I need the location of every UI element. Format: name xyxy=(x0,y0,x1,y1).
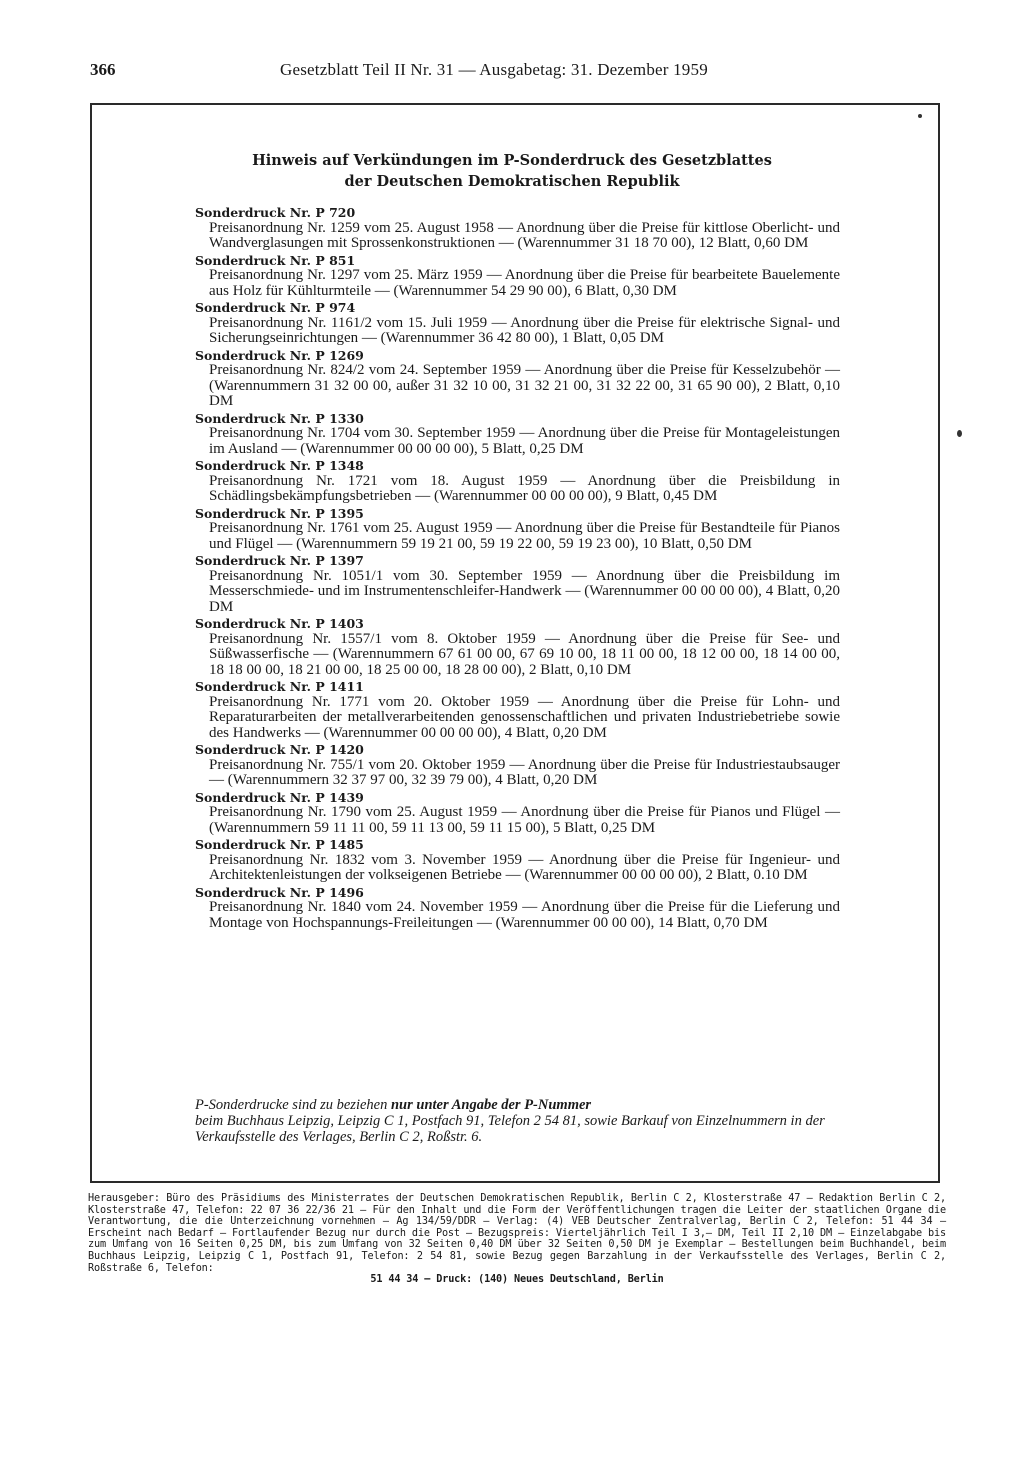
entry-heading: Sonderdruck Nr. P 1420 xyxy=(195,742,364,757)
list-item xyxy=(195,837,840,884)
list-item xyxy=(195,348,840,410)
entry-text: Preisanordnung Nr. 1721 vom 18. August 1959 — Anordnung über die Preisbildung in Schädlingsbekämpfungsbetrieben — (Warennummer 00 00 00 00), 9 Blatt, 0,45 DM xyxy=(209,472,840,504)
list-item xyxy=(195,300,840,347)
entry-text: Preisanordnung Nr. 1557/1 vom 8. Oktober 1959 — Anordnung über die Preise für See- und Süßwasserfische — (Warennummern 67 61 00 00, 67 69 10 00, 18 11 00 00, 18 12 00 00, 18 14 00 00, 18 18 00 00, 18 21 00 00, 18 25 00 00, 18 28 00 00), 2 Blatt, 0,10 DM xyxy=(209,630,840,678)
list-item xyxy=(195,885,840,932)
entry-heading: Sonderdruck Nr. P 1496 xyxy=(195,884,364,900)
entry-heading: Sonderdruck Nr. P 1330 xyxy=(195,410,364,426)
entry-text: Preisanordnung Nr. 1259 vom 25. August 1958 — Anordnung über die Preise für kittlose Oberlicht- und Wandverglasungen mit Sprossenkonstruktionen — (Warennummer 31 18 70 00), 12 Blatt, 0,60 DM xyxy=(209,219,840,251)
entry-text: Preisanordnung Nr. 1832 vom 3. November 1959 — Anordnung über die Preise für Ingenieur- und Architektenleistungen der volkseigenen Betriebe — (Warennummer 00 00 00 00), 2 Blatt, 0.10 DM xyxy=(209,851,840,883)
entry-heading: Sonderdruck Nr. P 1395 xyxy=(195,505,364,521)
entry-text: Preisanordnung Nr. 1761 vom 25. August 1959 — Anordnung über die Preise für Bestandteile für Pianos und Flügel — (Warennummern 59 19 21 00, 59 19 22 00, 59 19 23 00), 10 Blatt, 0,50 DM xyxy=(209,520,840,552)
list-item xyxy=(195,790,840,837)
entry-heading: Sonderdruck Nr. P 1403 xyxy=(195,616,364,631)
list-item xyxy=(195,553,840,615)
entry-heading: Sonderdruck Nr. P 1439 xyxy=(195,789,364,805)
entry-heading: Sonderdruck Nr. P 1485 xyxy=(195,837,364,852)
running-header xyxy=(90,60,970,84)
entry-heading: Sonderdruck Nr. P 720 xyxy=(195,205,356,220)
sonderdruck-list xyxy=(195,205,840,932)
entry-text: Preisanordnung Nr. 1051/1 vom 30. September 1959 — Anordnung über die Preisbildung im Messerschmiede- und im Instrumentenschleifer-Handwerk — (Warennummer 00 00 00 00), 4 Blatt, 0,20 DM xyxy=(209,567,840,615)
entry-text: Preisanordnung Nr. 755/1 vom 20. Oktober 1959 — Anordnung über die Preise für Industriestaubsauger — (Warennummern 32 37 97 00, 32 39 79 00), 4 Blatt, 0,20 DM xyxy=(209,756,840,788)
list-item xyxy=(195,411,840,458)
notice-title-line1: Hinweis auf Verkündungen im P-Sonderdruck des Gesetzblattes xyxy=(252,152,772,169)
entry-heading: Sonderdruck Nr. P 1411 xyxy=(195,679,364,694)
entry-heading: Sonderdruck Nr. P 1348 xyxy=(195,458,364,473)
entry-text: Preisanordnung Nr. 1840 vom 24. November 1959 — Anordnung über die Preise für die Lieferung und Montage von Hochspannungs-Freileitungen — (Warennummer 00 00 00), 14 Blatt, 0,70 DM xyxy=(209,899,840,931)
entry-heading: Sonderdruck Nr. P 1269 xyxy=(195,347,364,363)
ordering-note-emphasis: nur unter Angabe der P-Nummer xyxy=(390,1097,592,1113)
entry-heading: Sonderdruck Nr. P 1397 xyxy=(195,553,364,568)
entry-text: Preisanordnung Nr. 1161/2 vom 15. Juli 1959 — Anordnung über die Preise für elektrische Signal- und Sicherungseinrichtungen — (Warennummer 36 42 80 00), 1 Blatt, 0,05 DM xyxy=(209,314,840,346)
list-item xyxy=(195,679,840,741)
entry-heading: Sonderdruck Nr. P 974 xyxy=(195,300,356,315)
ordering-note xyxy=(195,1097,835,1145)
list-item xyxy=(195,616,840,678)
list-item xyxy=(195,506,840,553)
page-number: 366 xyxy=(90,60,116,79)
entry-heading: Sonderdruck Nr. P 851 xyxy=(195,252,356,268)
notice-title-line2: der Deutschen Demokratischen Republik xyxy=(344,173,680,190)
list-item xyxy=(195,742,840,789)
list-item xyxy=(195,205,840,252)
entry-text: Preisanordnung Nr. 1771 vom 20. Oktober 1959 — Anordnung über die Preise für Lohn- und Reparaturarbeiten der metallverarbeitenden genossenschaftlichen und privaten Industriebetriebe sowie des Handwerks — (Warennummer 00 00 00 00), 4 Blatt, 0,20 DM xyxy=(209,693,840,741)
imprint-last-line: 51 44 34 — Druck: (140) Neues Deutschland, Berlin xyxy=(370,1274,664,1286)
ordering-note-start: P-Sonderdrucke sind zu beziehen xyxy=(195,1097,391,1113)
print-speck xyxy=(918,114,922,118)
imprint-text: Herausgeber: Büro des Präsidiums des Ministerrates der Deutschen Demokratischen Republik, Berlin C 2, Klosterstraße 47 — Redaktion Berlin C 2, Klosterstraße 47, Telefon: 22 07 36 22/36 21 — Für den Inhalt und die Form der Veröffentlichungen tragen die Leiter der staatlichen Organe die Verantwortung, die die Unterzeichnung vornehmen — Ag 134/59/DDR — Verlag: (4) VEB Deutscher Zentralverlag, Berlin C 2, Telefon: 51 44 34 — Erscheint nach Bedarf — Fortlaufender Bezug nur durch die Post — Bezugspreis: Vierteljährlich Teil I 3,— DM, Teil II 2,10 DM — Einzelabgabe bis zum Umfang von 16 Seiten 0,25 DM, bis zum Umfang von 32 Seiten 0,40 DM über 32 Seiten 0,50 DM je Exemplar — Bestellungen beim Buchhandel, beim Buchhaus Leipzig, Leipzig C 1, Postfach 91, Telefon: 2 54 81, sowie Bezug gegen Barzahlung in der Verkaufsstelle des Verlages, Berlin C 2, Roßstraße 6, Telefon: xyxy=(88,1193,946,1274)
header-title: Gesetzblatt Teil II Nr. 31 — Ausgabetag: 31. Dezember 1959 xyxy=(280,60,708,79)
list-item xyxy=(195,253,840,300)
notice-title xyxy=(0,150,1024,192)
entry-text: Preisanordnung Nr. 1297 vom 25. März 1959 — Anordnung über die Preise für bearbeitete Bauelemente aus Holz für Kühlturmteile — (Warennummer 54 29 90 00), 6 Blatt, 0,30 DM xyxy=(209,267,840,299)
entry-text: Preisanordnung Nr. 1704 vom 30. September 1959 — Anordnung über die Preise für Montageleistungen im Ausland — (Warennummer 00 00 00 00), 5 Blatt, 0,25 DM xyxy=(209,425,840,457)
entry-text: Preisanordnung Nr. 824/2 vom 24. September 1959 — Anordnung über die Preise für Kesselzubehör — (Warennummern 31 32 00 00, außer 31 32 10 00, 31 32 21 00, 31 32 22 00, 31 65 90 00), 2 Blatt, 0,10 DM xyxy=(209,362,840,409)
print-speck xyxy=(957,430,962,437)
imprint xyxy=(88,1193,946,1286)
list-item xyxy=(195,458,840,505)
ordering-note-rest: beim Buchhaus Leipzig, Leipzig C 1, Postfach 91, Telefon 2 54 81, sowie Barkauf von Einzelnummern in der Verkaufsstelle des Verlages, Berlin C 2, Roßstr. 6. xyxy=(195,1113,825,1145)
entry-text: Preisanordnung Nr. 1790 vom 25. August 1959 — Anordnung über die Preise für Pianos und Flügel — (Warennummern 59 11 11 00, 59 11 13 00, 59 11 15 00), 5 Blatt, 0,25 DM xyxy=(209,804,840,836)
